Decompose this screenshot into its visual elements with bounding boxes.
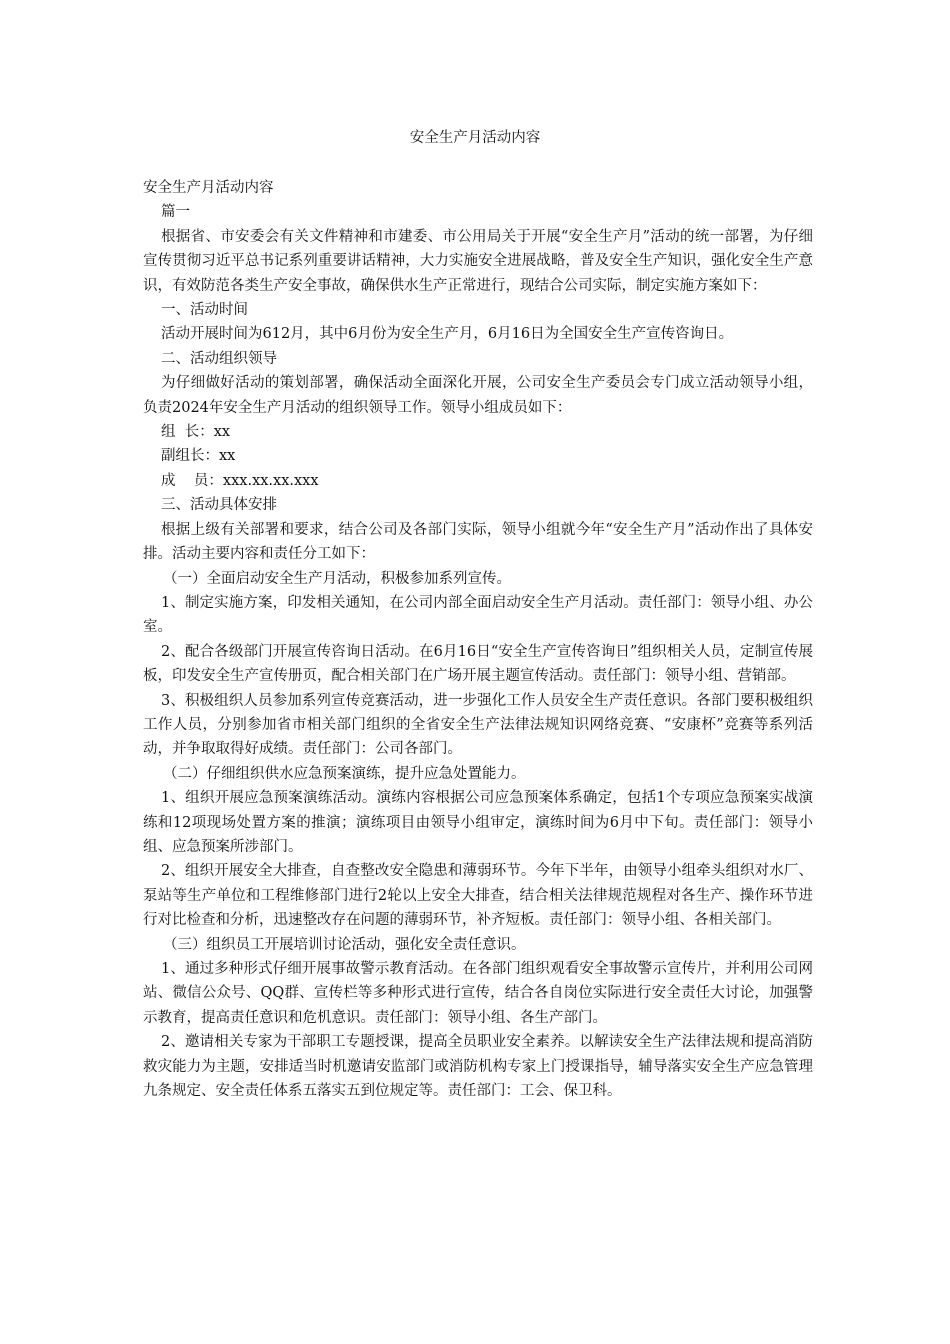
paragraph: 根据省、市安委会有关文件精神和市建委、市公用局关于开展“安全生产月”活动的统一部署，为仔细宣传贯彻习近平总书记系列重要讲话精神，大力实施安全进展战略，普及安全生产知识，强化安全生产意识，有效防范各类生产安全事故，确保供水生产正常进行，现结合公司实际，制定实施方案如下： xyxy=(143,228,813,294)
paragraph: 1、组织开展应急预案演练活动。演练内容根据公司应急预案体系确定，包括1个专项应急预案实战演练和12项现场处置方案的推演；演练项目由领导小组审定，演练时间为6月中下旬。责任部门：领导小组、应急预案所涉部门。 xyxy=(143,790,813,855)
document-body xyxy=(143,176,813,1103)
paragraph: 为仔细做好活动的策划部署，确保活动全面深化开展，公司安全生产委员会专门成立活动领导小组，负责2024年安全生产月活动的组织领导工作。领导小组成员如下： xyxy=(143,375,813,416)
paragraph: 二、活动组织领导 xyxy=(161,350,277,367)
paragraph: 三、活动具体安排 xyxy=(161,497,277,514)
paragraph: 1、通过多种形式仔细开展事故警示教育活动。在各部门组织观看安全事故警示宣传片，并利用公司网站、微信公众号、QQ群、宣传栏等多种形式进行宣传，结合各自岗位实际进行安全责任大讨论，加强警示教育，提高责任意识和危机意识。责任部门：领导小组、各生产部门。 xyxy=(143,961,813,1026)
paragraph: 1、制定实施方案，印发相关通知，在公司内部全面启动安全生产月活动。责任部门：领导小组、办公室。 xyxy=(143,594,813,636)
paragraph: 2、组织开展安全大排查，自查整改安全隐患和薄弱环节。今年下半年，由领导小组牵头组织对水厂、泵站等生产单位和工程维修部门进行2轮以上安全大排查，结合相关法律规范规程对各生产、操作环节进行对比检查和分析，迅速整改存在问题的薄弱环节，补齐短板。责任部门：领导小组、各相关部门。 xyxy=(143,863,813,929)
paragraph: （二）仔细组织供水应急预案演练，提升应急处置能力。 xyxy=(163,765,526,782)
paragraph: （一）全面启动安全生产月活动，积极参加系列宣传。 xyxy=(163,570,511,587)
paragraph: 安全生产月活动内容 xyxy=(143,180,274,196)
paragraph: 根据上级有关部署和要求，结合公司及各部门实际，领导小组就今年“安全生产月”活动作出了具体安排。活动主要内容和责任分工如下： xyxy=(143,521,813,563)
paragraph: 组 长：xx xyxy=(161,424,231,441)
paragraph: 副组长：xx xyxy=(161,448,236,465)
paragraph: 活动开展时间为612月，其中6月份为安全生产月，6月16日为全国安全生产宣传咨询日。 xyxy=(161,326,734,343)
paragraph: （三）组织员工开展培训讨论活动，强化安全责任意识。 xyxy=(163,936,526,953)
paragraph: 2、邀请相关专家为干部职工专题授课，提高全员职业安全素养。以解读安全生产法律法规和提高消防救灾能力为主题，安排适当时机邀请安监部门或消防机构专家上门授课指导，辅导落实安全生产应急管理九条规定、安全责任体系五落实五到位规定等。责任部门：工会、保卫科。 xyxy=(143,1034,813,1100)
paragraph: 2、配合各级部门开展宣传咨询日活动。在6月16日“安全生产宣传咨询日”组织相关人员，定制宣传展板，印发安全生产宣传册页，配合相关部门在广场开展主题宣传活动。责任部门：领导小组、营销部。 xyxy=(143,643,813,685)
paragraph: 成 员：xxx.xx.xx.xxx xyxy=(161,472,319,489)
document-title: 安全生产月活动内容 xyxy=(409,130,541,146)
paragraph: 3、积极组织人员参加系列宣传竞赛活动，进一步强化工作人员安全生产责任意识。各部门要积极组织工作人员，分别参加省市相关部门组织的全省安全生产法律法规知识网络竞赛、“安康杯”竞赛等系列活动，并争取取得好成绩。责任部门：公司各部门。 xyxy=(143,692,813,758)
paragraph: 一、活动时间 xyxy=(161,302,248,319)
paragraph: 篇一 xyxy=(161,204,190,221)
